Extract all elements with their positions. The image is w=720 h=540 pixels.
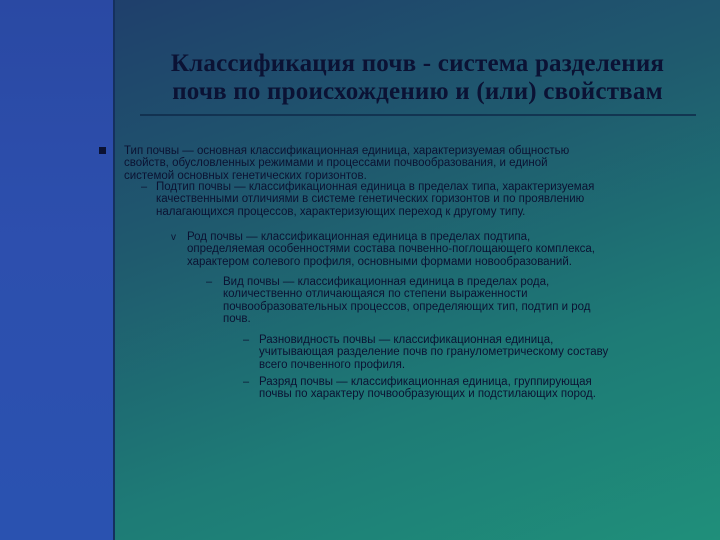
dash-bullet-icon: – [141, 181, 148, 193]
item-line: определяемая особенностями состава почвенно-поглощающего комплекса, [187, 243, 595, 256]
dash-bullet-icon: – [243, 376, 250, 388]
list-item-genus [187, 231, 595, 268]
item-line: характером солевого профиля, основными формами новообразований. [187, 255, 572, 268]
item-line: свойств, обусловленных режимами и процессами почвообразования, и единой [124, 157, 548, 170]
list-item-variety [259, 334, 608, 371]
list-item-type [124, 145, 569, 182]
item-line: почвообразовательных процессов, определяющих тип, подтип и род [223, 300, 591, 313]
dash-bullet-icon: – [206, 276, 213, 288]
item-line: почвы по характеру почвообразующих и подстилающих пород. [259, 388, 596, 401]
item-line: Вид почвы — классификационная единица в пределах рода, [223, 276, 550, 288]
checkmark-bullet-icon: v [171, 232, 176, 243]
square-bullet-icon [99, 147, 106, 154]
item-line: качественными отличиями в системе генетических горизонтов и по проявлению [156, 193, 585, 206]
item-line: Разряд почвы — классификационная единица, группирующая [259, 376, 592, 388]
title-line-1: Классификация почв - система разделения [170, 50, 665, 77]
list-item-subtype [156, 181, 594, 218]
title-line-2: почв по происхождению и (или) свойствам [172, 78, 663, 105]
item-line: всего почвенного профиля. [259, 358, 406, 371]
item-line: системой основных генетических горизонтов. [124, 169, 367, 182]
item-line: количественно отличающаяся по степени выраженности [223, 288, 528, 301]
item-line: Подтип почвы — классификационная единица в пределах типа, характеризуемая [156, 181, 595, 193]
item-line: учитывающая разделение почв по гранулометрическому составу [259, 346, 609, 359]
item-line: Род почвы — классификационная единица в пределах подтипа, [187, 231, 531, 243]
list-item-species [223, 276, 591, 325]
list-item-category [259, 376, 596, 401]
item-line: почв. [223, 312, 251, 325]
item-line: Разновидность почвы — классификационная единица, [259, 334, 554, 346]
item-line: Тип почвы — основная классификационная единица, характеризуемая общностью [124, 145, 570, 157]
dash-bullet-icon: – [243, 334, 250, 346]
item-line: налагающихся процессов, характеризующих переход к другому типу. [156, 205, 526, 218]
